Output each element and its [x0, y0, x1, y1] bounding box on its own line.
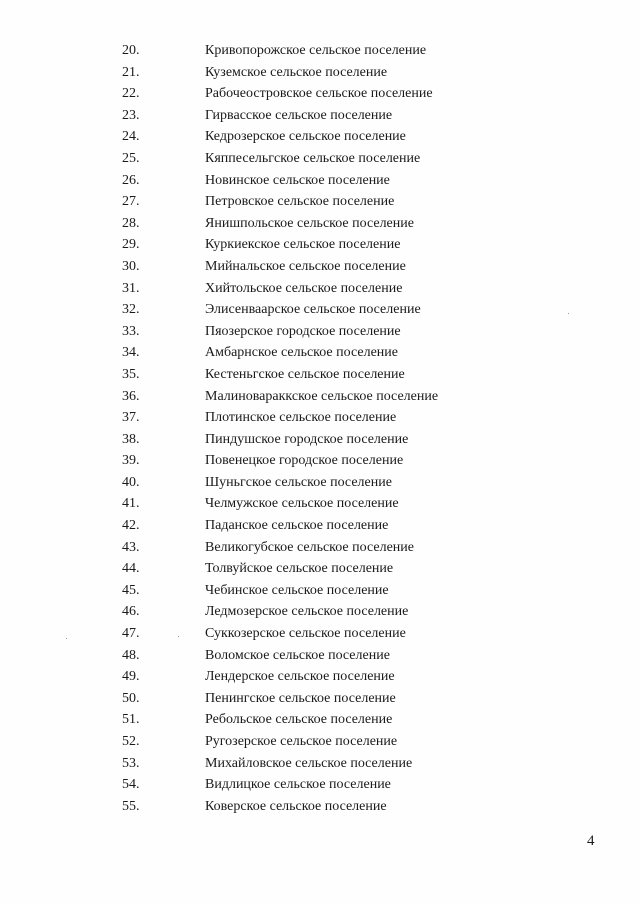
item-number: 53.	[122, 755, 140, 771]
settlement-name: Шуньгское сельское поселение	[205, 474, 392, 490]
list-item	[0, 796, 640, 818]
item-number: 33.	[122, 323, 140, 339]
settlement-name: Кяппесельгское сельское поселение	[205, 150, 421, 166]
list-item	[0, 407, 640, 429]
settlement-name: Кедрозерское сельское поселение	[205, 129, 406, 145]
list-item	[0, 342, 640, 364]
list-item	[0, 709, 640, 731]
settlement-name: Суккозерское сельское поселение	[205, 626, 406, 642]
list-item	[0, 666, 640, 688]
settlement-name: Хийтольское сельское поселение	[205, 280, 403, 296]
item-number: 48.	[122, 647, 140, 663]
item-number: 23.	[122, 107, 140, 123]
settlement-name: Великогубское сельское поселение	[205, 539, 414, 555]
item-number: 46.	[122, 604, 140, 620]
list-item	[0, 299, 640, 321]
settlement-name: Видлицкое сельское поселение	[205, 777, 391, 793]
item-number: 21.	[122, 64, 140, 80]
settlement-name: Паданское сельское поселение	[205, 518, 389, 534]
item-number: 35.	[122, 366, 140, 382]
scan-speck	[178, 636, 179, 637]
list-item	[0, 645, 640, 667]
item-number: 50.	[122, 690, 140, 706]
settlement-name: Амбарнское сельское поселение	[205, 345, 398, 361]
settlement-name: Пиндушское городское поселение	[205, 431, 409, 447]
item-number: 39.	[122, 453, 140, 469]
list-item	[0, 321, 640, 343]
item-number: 45.	[122, 582, 140, 598]
item-number: 40.	[122, 474, 140, 490]
item-number: 37.	[122, 410, 140, 426]
item-number: 36.	[122, 388, 140, 404]
settlement-name: Чебинское сельское поселение	[205, 582, 389, 598]
item-number: 38.	[122, 431, 140, 447]
settlement-name: Ледмозерское сельское поселение	[205, 604, 409, 620]
list-item	[0, 623, 640, 645]
settlement-name: Кестеньгское сельское поселение	[205, 366, 405, 382]
list-item	[0, 450, 640, 472]
item-number: 54.	[122, 777, 140, 793]
item-number: 29.	[122, 237, 140, 253]
item-number: 49.	[122, 669, 140, 685]
list-item	[0, 537, 640, 559]
item-number: 41.	[122, 496, 140, 512]
item-number: 30.	[122, 258, 140, 274]
list-item	[0, 580, 640, 602]
item-number: 42.	[122, 518, 140, 534]
settlement-name: Малиновараккское сельское поселение	[205, 388, 439, 404]
settlement-name: Ругозерское сельское поселение	[205, 734, 398, 749]
item-number: 32.	[122, 302, 140, 318]
item-number: 28.	[122, 215, 140, 231]
list-item	[0, 105, 640, 127]
list-item	[0, 515, 640, 537]
item-number: 22.	[122, 86, 140, 102]
list-item	[0, 234, 640, 256]
list-item	[0, 148, 640, 170]
settlement-name: Кривопорожское сельское поселение	[205, 43, 427, 58]
page-number: 4	[587, 833, 595, 849]
list-item	[0, 40, 640, 62]
settlement-name: Куркиекское сельское поселение	[205, 237, 401, 253]
settlement-name: Воломское сельское поселение	[205, 647, 390, 663]
item-number: 47.	[122, 626, 140, 642]
settlement-name: Повенецкое городское поселение	[205, 453, 404, 469]
list-item	[0, 774, 640, 796]
settlement-name: Элисенваарское сельское поселение	[205, 302, 421, 318]
scan-speck	[568, 313, 569, 314]
item-number: 20.	[122, 43, 140, 58]
settlement-name: Пяозерское городское поселение	[205, 323, 401, 339]
settlement-name: Пенингское сельское поселение	[205, 690, 396, 706]
item-number: 43.	[122, 539, 140, 555]
list-item	[0, 493, 640, 515]
settlement-name: Янишпольское сельское поселение	[205, 215, 414, 231]
list-item	[0, 62, 640, 84]
list-item	[0, 364, 640, 386]
list-item	[0, 429, 640, 451]
item-number: 25.	[122, 150, 140, 166]
item-number: 55.	[122, 798, 140, 814]
settlement-name: Михайловское сельское поселение	[205, 755, 413, 771]
item-number: 51.	[122, 712, 140, 728]
list-item	[0, 256, 640, 278]
list-item	[0, 386, 640, 408]
settlement-name: Толвуйское сельское поселение	[205, 561, 394, 577]
item-number: 52.	[122, 734, 140, 749]
item-number: 34.	[122, 345, 140, 361]
settlement-name: Ребольское сельское поселение	[205, 712, 393, 728]
settlement-name: Челмужское сельское поселение	[205, 496, 399, 512]
item-number: 26.	[122, 172, 140, 188]
list-item	[0, 472, 640, 494]
settlement-list	[0, 40, 640, 817]
list-item	[0, 753, 640, 775]
settlement-name: Петровское сельское поселение	[205, 194, 395, 210]
item-number: 44.	[122, 561, 140, 577]
settlement-name: Лендерское сельское поселение	[205, 669, 395, 685]
list-item	[0, 126, 640, 148]
settlement-name: Куземское сельское поселение	[205, 64, 388, 80]
item-number: 31.	[122, 280, 140, 296]
item-number: 27.	[122, 194, 140, 210]
list-item	[0, 191, 640, 213]
list-item	[0, 278, 640, 300]
list-item	[0, 731, 640, 753]
settlement-name: Коверское сельское поселение	[205, 798, 387, 814]
settlement-name: Плотинское сельское поселение	[205, 410, 397, 426]
list-item	[0, 558, 640, 580]
item-number: 24.	[122, 129, 140, 145]
list-item	[0, 213, 640, 235]
list-item	[0, 601, 640, 623]
scan-speck	[66, 638, 67, 639]
list-item	[0, 170, 640, 192]
settlement-name: Новинское сельское поселение	[205, 172, 390, 188]
settlement-name: Рабочеостровское сельское поселение	[205, 86, 433, 102]
list-item	[0, 688, 640, 710]
list-item	[0, 83, 640, 105]
settlement-name: Гирвасское сельское поселение	[205, 107, 393, 123]
settlement-name: Мийнальское сельское поселение	[205, 258, 406, 274]
